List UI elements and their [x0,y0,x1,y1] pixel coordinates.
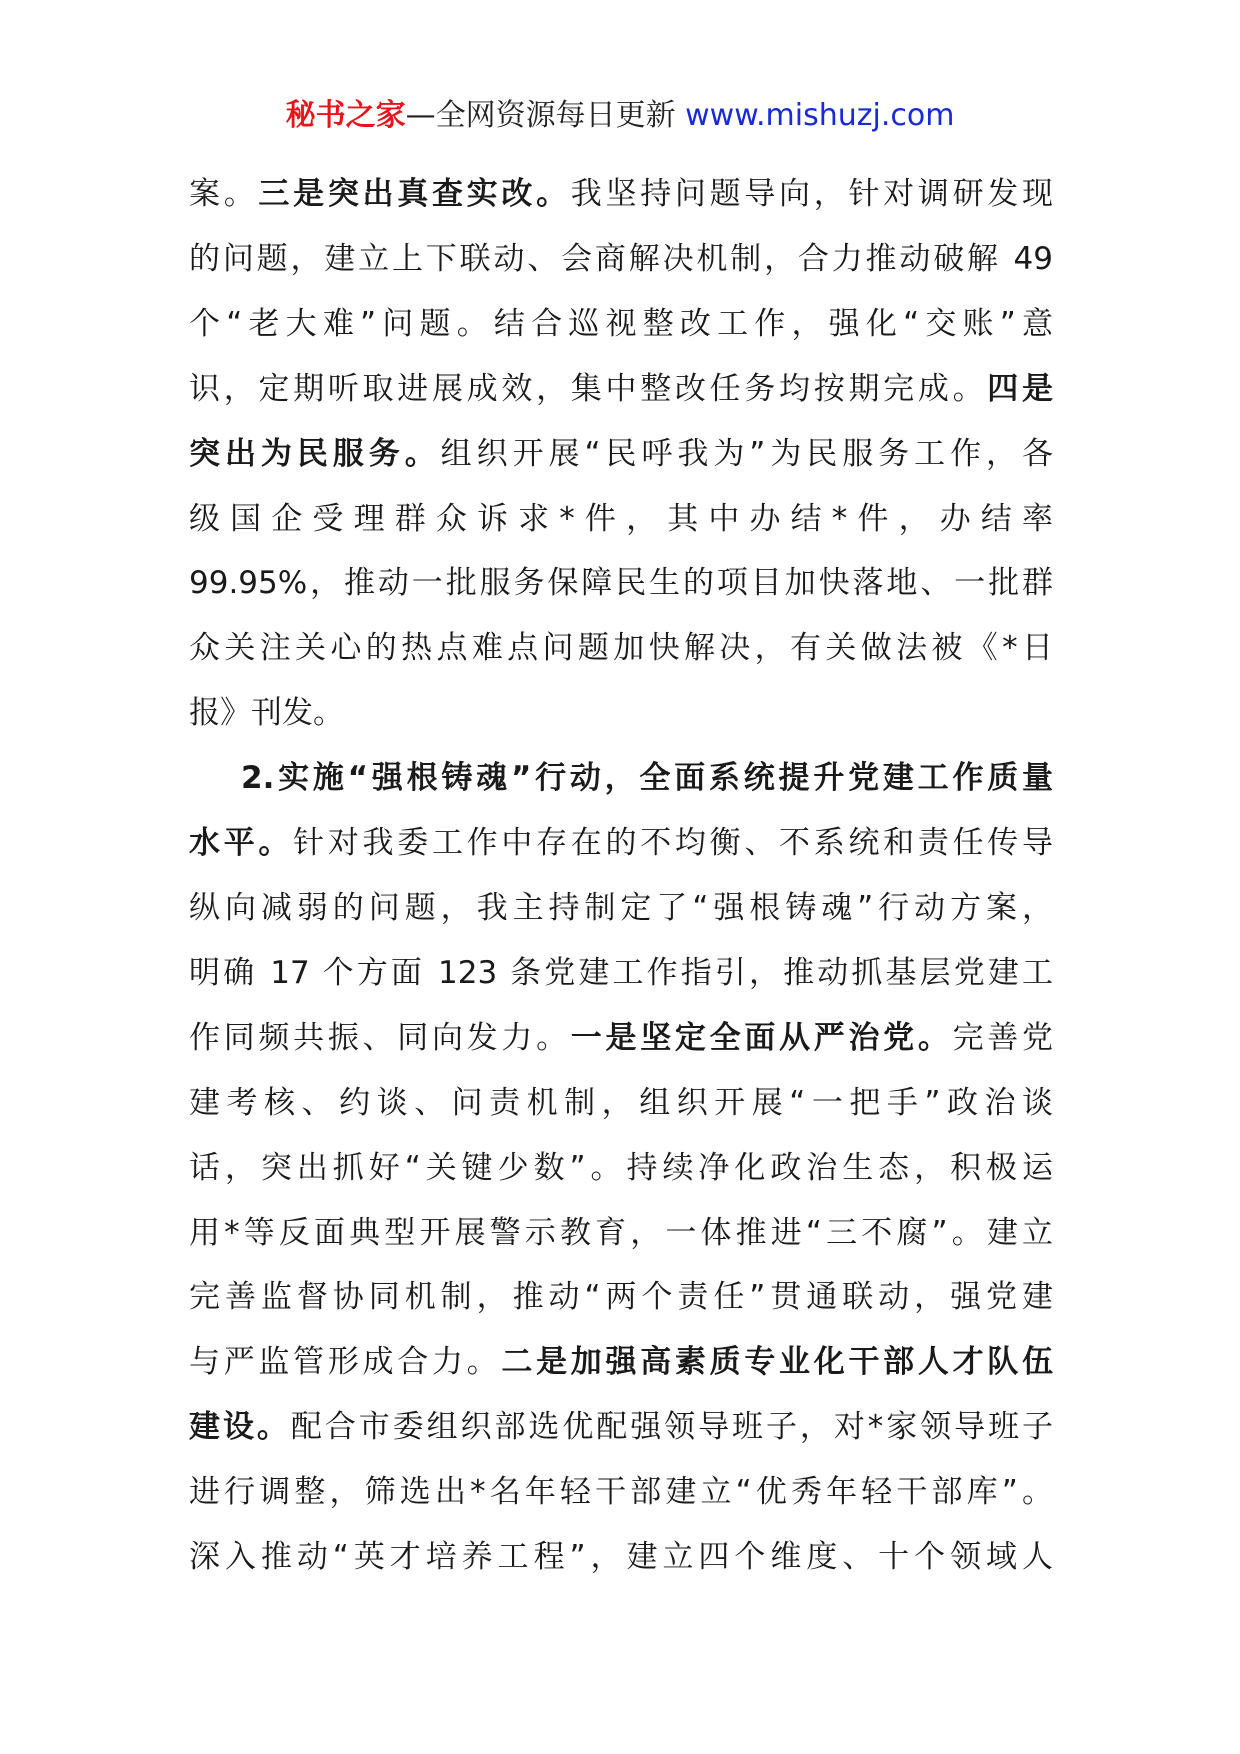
text-line [189,1330,1053,1395]
site-url-link[interactable]: www.mishuzj.com [685,98,955,133]
text-line [189,1460,1053,1525]
text-line [189,422,1053,487]
site-header [0,96,1240,136]
bold-heading-text: 2.实施“强根铸魂”行动，全面系统提升党建工作质量 [241,760,1053,797]
text-line [189,1395,1053,1460]
body-text-span: 级国企受理群众诉求*件，其中办结*件，办结率 [189,500,1053,537]
text-line [189,1265,1053,1330]
text-line [189,357,1053,422]
body-text-span: 完善党 [952,1019,1053,1056]
text-line [189,746,1053,811]
body-text-span: 组织开展“民呼我为”为民服务工作，各 [440,435,1053,472]
text-line [189,1006,1053,1071]
text-line [189,551,1053,616]
text-line [189,876,1053,941]
text-line [189,1071,1053,1136]
bold-heading-text: 建设。 [189,1409,291,1446]
text-line [189,227,1053,292]
body-text-span: 众关注关心的热点难点问题加快解决，有关做法被《*日 [189,630,1053,667]
bold-heading-text: 三是突出真查实改。 [258,176,571,212]
body-text-span: 配合市委组织部选优配强领导班子，对*家领导班子 [290,1409,1053,1446]
body-text-span: 明确 17 个方面 123 条党建工作指引，推动抓基层党建工 [189,954,1053,991]
text-line [189,1136,1053,1201]
text-line [189,616,1053,681]
body-text-span: 纵向减弱的问题，我主持制定了“强根铸魂”行动方案， [189,889,1053,926]
site-tagline: —全网资源每日更新 [405,98,676,133]
body-text-span: 用*等反面典型开展警示教育，一体推进“三不腐”。建立 [189,1214,1053,1251]
body-text-span: 与严监管形成合力。 [189,1344,502,1381]
text-line [189,162,1053,227]
body-text-span: 作同频共振、同向发力。 [189,1019,571,1056]
body-text-span: 完善监督协同机制，推动“两个责任”贯通联动，强党建 [189,1279,1053,1316]
body-text-span: 建考核、约谈、问责机制，组织开展“一把手”政治谈 [189,1084,1053,1121]
body-text-span: 话，突出抓好“关键少数”。持续净化政治生态，积极运 [189,1149,1053,1186]
document-body [189,162,1053,1590]
body-text-span: 深入推动“英才培养工程”，建立四个维度、十个领域人 [189,1539,1053,1576]
text-line [189,292,1053,357]
body-text-span: 进行调整，筛选出*名年轻干部建立“优秀年轻干部库”。 [189,1474,1053,1511]
body-text-span: 针对我委工作中存在的不均衡、不系统和责任传导 [293,825,1053,862]
site-brand: 秘书之家 [285,98,406,133]
text-line [189,681,1053,746]
text-line [189,1201,1053,1266]
text-line [189,1525,1053,1590]
text-line [189,811,1053,876]
body-text-span: 个“老大难”问题。结合巡视整改工作，强化“交账”意 [189,305,1053,342]
body-text-span: 识，定期听取进展成效，集中整改任务均按期完成。 [189,370,988,407]
bold-heading-text: 突出为民服务。 [189,435,441,472]
body-text-span: 案。 [189,176,259,212]
bold-heading-text: 二是加强高素质专业化干部人才队伍 [501,1344,1053,1381]
bold-heading-text: 一是坚定全面从严治党。 [570,1019,953,1056]
bold-heading-text: 水平。 [189,825,294,862]
bold-heading-text: 四是 [987,370,1053,407]
body-text-span: 我坚持问题导向，针对调研发现 [570,176,1053,212]
text-line [189,487,1053,552]
body-text-span: 99.95%，推动一批服务保障民生的项目加快落地、一批群 [189,565,1053,602]
body-text-span: 的问题，建立上下联动、会商解决机制，合力推动破解 49 [189,240,1053,277]
text-line [189,941,1053,1006]
body-text-span: 报》刊发。 [189,695,344,732]
